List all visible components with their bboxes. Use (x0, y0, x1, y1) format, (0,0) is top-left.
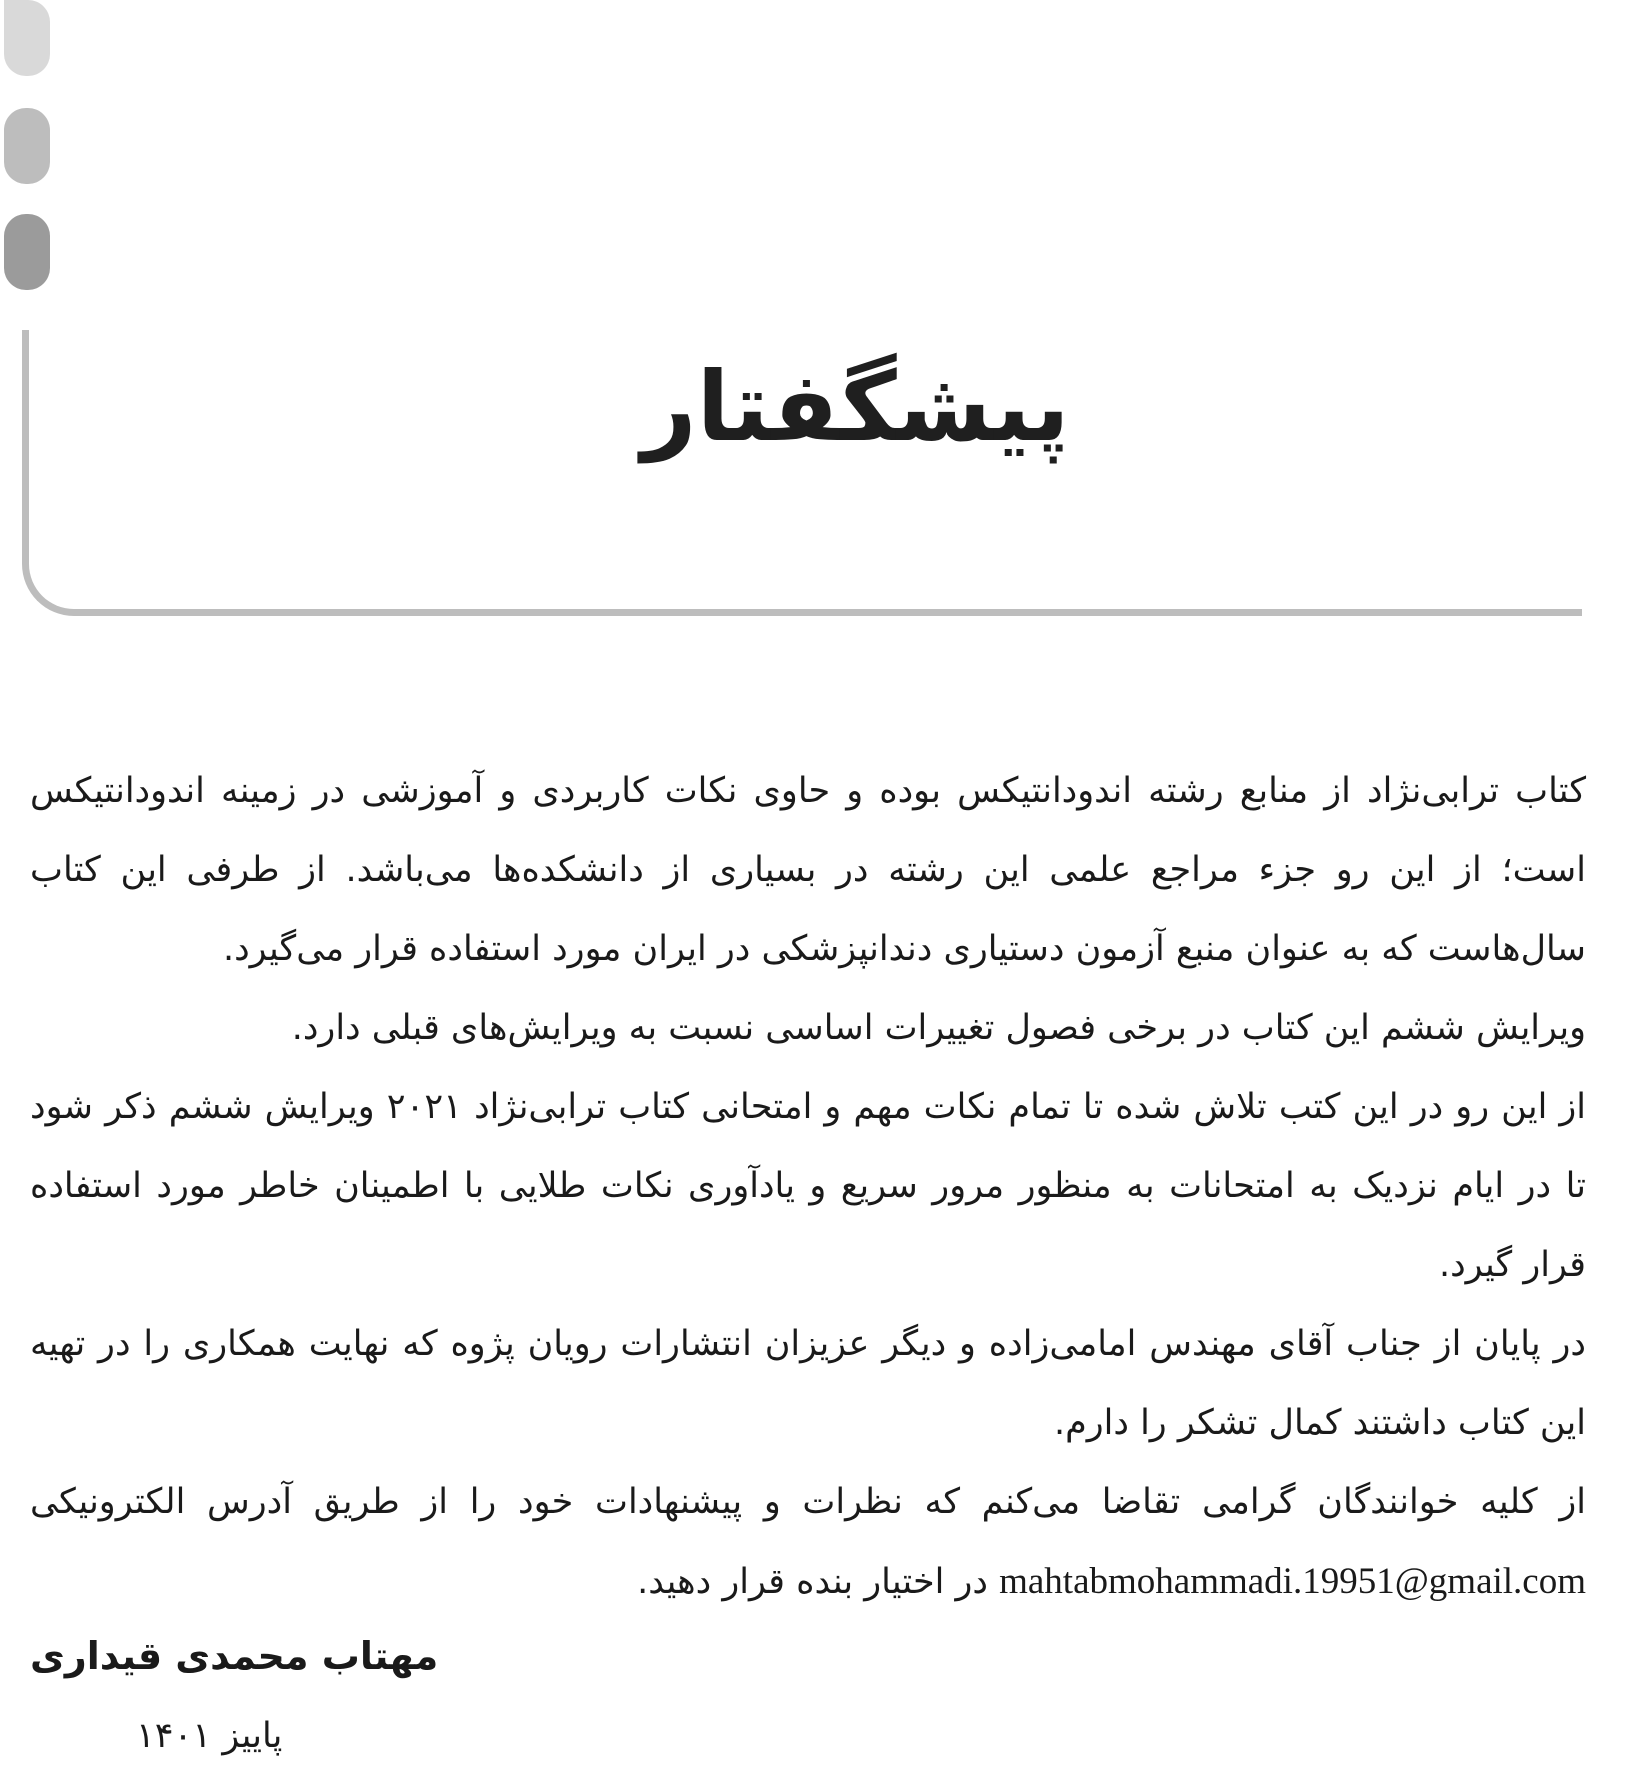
page-title: پیشگفتار (641, 351, 1070, 463)
chapter-tab-medium (4, 108, 50, 184)
paragraph-2: ویرایش ششم این کتاب در برخی فصول تغییرات اساسی نسبت به ویرایش‌های قبلی دارد. (291, 1008, 1586, 1048)
email-address: mahtabmohammadi.19951@gmail.com (999, 1561, 1586, 1602)
paragraph-1: کتاب ترابی‌نژاد از منابع رشته اندودانتیکس بوده و حاوی نکات کاربردی و آموزشی در زمینه اندودانتیکس است؛ از این رو جزء مراجع علمی این رشته در بسیاری از دانشکده‌ها می‌باشد. از طرفی این کتاب سال‌هاست که به عنوان منبع آزمون دستیاری دندانپزشکی در ایران مورد استفاده قرار می‌گیرد. (30, 771, 1586, 969)
closing-text-end: در اختیار بنده قرار دهید. (637, 1562, 988, 1602)
closing-text: از کلیه خوانندگان گرامی تقاضا می‌کنم که نظرات و پیشنهادات خود را از طریق آدرس الکترونیکی (30, 1482, 1586, 1522)
paragraph-4: در پایان از جناب آقای مهندس امامی‌زاده و دیگر عزیزان انتشارات رویان پژوه که نهایت همکاری را در تهیه این کتاب داشتند کمال تشکر را دارم. (30, 1324, 1586, 1443)
chapter-tab-dark (4, 214, 50, 290)
preface-body (30, 752, 1586, 1622)
chapter-tab-light (4, 0, 50, 76)
author-name: مهتاب محمدی قیداری (30, 1634, 439, 1678)
paragraph-3: از این رو در این کتب تلاش شده تا تمام نکات مهم و امتحانی کتاب ترابی‌نژاد ۲۰۲۱ ویرایش ششم ذکر شود تا در ایام نزدیک به امتحانات به منظور مرور سریع و یادآوری نکات طلایی با اطمینان خاطر مورد استفاده قرار گیرد. (30, 1087, 1586, 1285)
signature-date: پاییز ۱۴۰۱ (136, 1716, 283, 1756)
paragraph-5 (30, 1463, 1586, 1622)
